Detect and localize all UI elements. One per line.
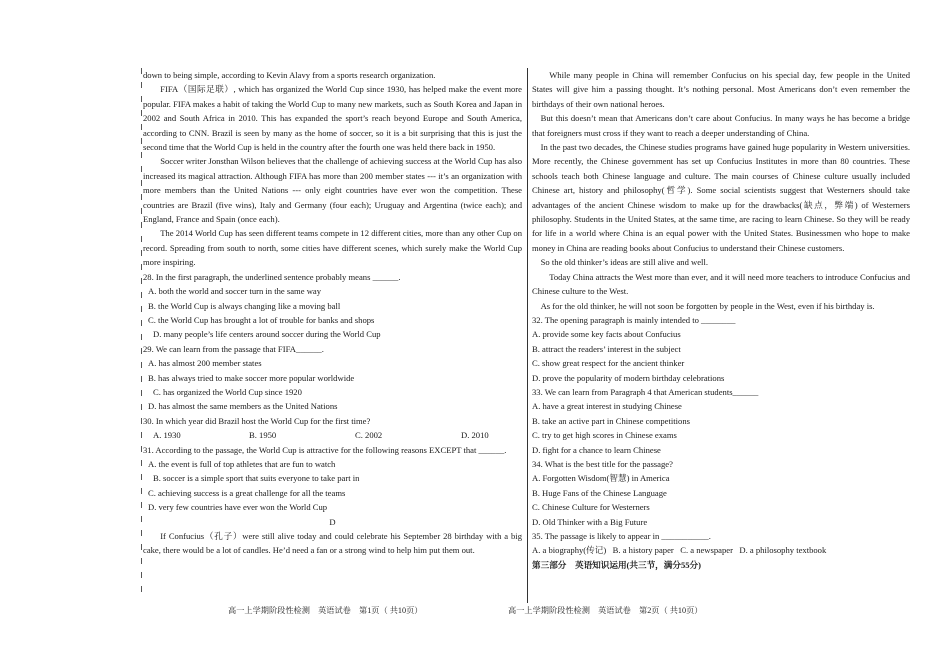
margin-dash (141, 502, 142, 508)
margin-dash (141, 544, 142, 550)
option: C. Chinese Culture for Westerners (532, 502, 650, 513)
option: A. both the world and soccer turn in the same way (148, 286, 322, 297)
paragraph: While many people in China will remember Confucius on his special day, few people in the United States will give him a passing thought. It’s nothing personal. Most Americans don’t even remember the birthdays of their own national heroes. (532, 70, 910, 109)
margin-dash (141, 152, 142, 158)
margin-dash (141, 124, 142, 130)
margin-dash (141, 166, 142, 172)
margin-dash (141, 264, 142, 270)
page-footer-left: 高一上学期阶段性检测 英语试卷 第1页（ 共10页） (228, 606, 423, 615)
margin-dash (141, 110, 142, 116)
question-34: 34. What is the best title for the passage? (532, 458, 673, 469)
option: C. 2002 (355, 430, 383, 441)
option: C. try to get high scores in Chinese exams (532, 430, 677, 441)
paragraph: So the old thinker’s ideas are still alive and well. (540, 257, 708, 268)
option: A. the event is full of top athletes that are fun to watch (148, 458, 336, 469)
left-column (143, 68, 522, 558)
paragraph: Today China attracts the West more than ever, and it will need more teachers to introduce Confucius and Chinese culture to the West. (532, 271, 910, 297)
question-33: 33. We can learn from Paragraph 4 that American students______ (532, 386, 759, 397)
paragraph: If Confucius（孔子）were still alive today and could celebrate his September 28 birthday with a big cake, there would be a lot of candles. He’d need a fan or a strong wind to help him put them out. (143, 531, 522, 556)
question-31: 31. According to the passage, the World Cup is attractive for the following reasons EXCEPT that ______. (143, 444, 507, 455)
question-29: 29. We can learn from the passage that FIFA______. (143, 343, 324, 354)
question-35-options: A. a biography(传记) B. a history paper C. a newspaper D. a philosophy textbook (532, 545, 827, 556)
option: D. fight for a chance to learn Chinese (532, 444, 661, 455)
option: B. attract the readers’ interest in the subject (532, 343, 681, 354)
option: A. has almost 200 member states (148, 358, 262, 369)
paragraph: down to being simple, according to Kevin Alavy from a sports research organization. (143, 70, 436, 80)
option: B. Huge Fans of the Chinese Language (532, 487, 667, 498)
option: D. Old Thinker with a Big Future (532, 516, 648, 527)
option: C. has organized the World Cup since 1920 (153, 386, 302, 397)
option: A. 1930 (153, 430, 181, 441)
margin-dash (141, 82, 142, 88)
option: B. take an active part in Chinese competitions (532, 415, 690, 426)
option: D. 2010 (461, 430, 489, 441)
option: A. Forgotten Wisdom(智慧) in America (532, 473, 670, 484)
option: C. the World Cup has brought a lot of trouble for banks and shops (148, 314, 375, 325)
paragraph: As for the old thinker, he will not soon be forgotten by people in the West, even if his birthday is. (540, 300, 875, 311)
margin-dash (141, 222, 142, 228)
margin-dash (141, 460, 142, 466)
margin-dash (141, 530, 142, 536)
margin-dash (141, 250, 142, 256)
margin-dash (141, 362, 142, 368)
margin-dash (141, 404, 142, 410)
margin-dash (141, 236, 142, 242)
option: C. achieving success is a great challenge for all the teams (148, 487, 346, 498)
page-footer-right: 高一上学期阶段性检测 英语试卷 第2页（ 共10页） (508, 606, 703, 615)
paragraph: FIFA（国际足联）, which has organized the World Cup since 1930, has helped make the event more popular. FIFA makes a habit of taking the World Cup to many new markets, such as South Korea and Japan in 2002 and South Africa in 2010. This has expanded the sport’s reach beyond Europe and South America, according to CNN. Brazil is seen by many as the home of soccer, so it is a bit surprising that this is just the second time that the World Cup is held in the country after the fourth one was held there back in 1950. (143, 84, 522, 153)
margin-dash (141, 446, 142, 452)
option: B. 1950 (249, 430, 277, 441)
margin-dash (141, 292, 142, 298)
passage-label: D (329, 516, 336, 527)
option: D. prove the popularity of modern birthday celebrations (532, 372, 725, 383)
margin-dash (141, 68, 142, 74)
margin-dash (141, 390, 142, 396)
margin-dash (141, 96, 142, 102)
margin-dash (141, 278, 142, 284)
margin-dash (141, 334, 142, 340)
option: C. show great respect for the ancient thinker (532, 358, 685, 369)
margin-dash (141, 194, 142, 200)
margin-dash (141, 572, 142, 578)
margin-dash (141, 306, 142, 312)
margin-dash (141, 432, 142, 438)
option: B. has always tried to make soccer more popular worldwide (148, 372, 355, 383)
margin-dash (141, 586, 142, 592)
question-32: 32. The opening paragraph is mainly intended to ________ (532, 314, 736, 325)
paragraph: In the past two decades, the Chinese studies programs have gained huge popularity in Western universities. More recently, the Chinese government has set up Confucius Institutes in more than 80 countries. These schools teach both Chinese language and culture. The main courses of Chinese culture usually included Chinese art, history and philosophy(哲学). Some social scientists suggest that Westerners should take advantages of the ancient Chinese wisdom to make up for the drawbacks(缺点，弊端) of Westerners philosophy. Students in the United States, at the same time, are racing to learn Chinese. So they will be ready for life in a world where China is an equal power with the United States. Businessmen who hope to make money in China are reading books about Confucius to understand their Chinese customers. (532, 142, 910, 253)
column-divider (527, 68, 528, 603)
option: D. very few countries have ever won the World Cup (148, 502, 328, 513)
paragraph: But this doesn’t mean that Americans don’t care about Confucius. In many ways he has become a bridge that foreigners must cross if they want to reach a deeper understanding of China. (532, 113, 910, 138)
right-column (532, 68, 910, 572)
option: B. soccer is a simple sport that suits everyone to take part in (153, 473, 360, 484)
margin-dash (141, 180, 142, 186)
option: D. many people’s life centers around soccer during the World Cup (153, 329, 381, 340)
margin-dash (141, 320, 142, 326)
paragraph: The 2014 World Cup has seen different teams compete in 12 different cities, more than any other Cup on record. Spreading from south to north, some cities have different scenes, which surely make the World Cup more inspiring. (143, 228, 522, 268)
option: D. has almost the same members as the United Nations (148, 401, 338, 412)
margin-dash (141, 418, 142, 424)
margin-dash (141, 208, 142, 214)
option: A. have a great interest in studying Chinese (532, 401, 682, 412)
options-row (143, 428, 522, 442)
question-30: 30. In which year did Brazil host the World Cup for the first time? (143, 415, 371, 426)
margin-dash (141, 376, 142, 382)
section-heading: 第三部分 英语知识运用(共三节，满分55分) (532, 559, 702, 570)
margin-dash (141, 138, 142, 144)
margin-dash (141, 488, 142, 494)
option: B. the World Cup is always changing like a moving ball (148, 300, 341, 311)
paragraph: Soccer writer Jonsthan Wilson believes that the challenge of achieving success at the World Cup has also increased its magical attraction. Although FIFA has more than 200 member states --- it’s an organization with more members than the United Nations --- only eight countries have ever won the competition. These countries are Brazil (five wins), Italy and Germany (four each); Uruguay and Argentina (twice each); and England, France and Spain (once each). (143, 156, 522, 225)
question-35: 35. The passage is likely to appear in ___________. (532, 531, 711, 541)
option: A. provide some key facts about Confucius (532, 329, 681, 340)
margin-dash (141, 516, 142, 522)
margin-dash (141, 558, 142, 564)
question-28: 28. In the first paragraph, the underlined sentence probably means ______. (143, 271, 401, 282)
margin-dash (141, 348, 142, 354)
margin-dash (141, 474, 142, 480)
